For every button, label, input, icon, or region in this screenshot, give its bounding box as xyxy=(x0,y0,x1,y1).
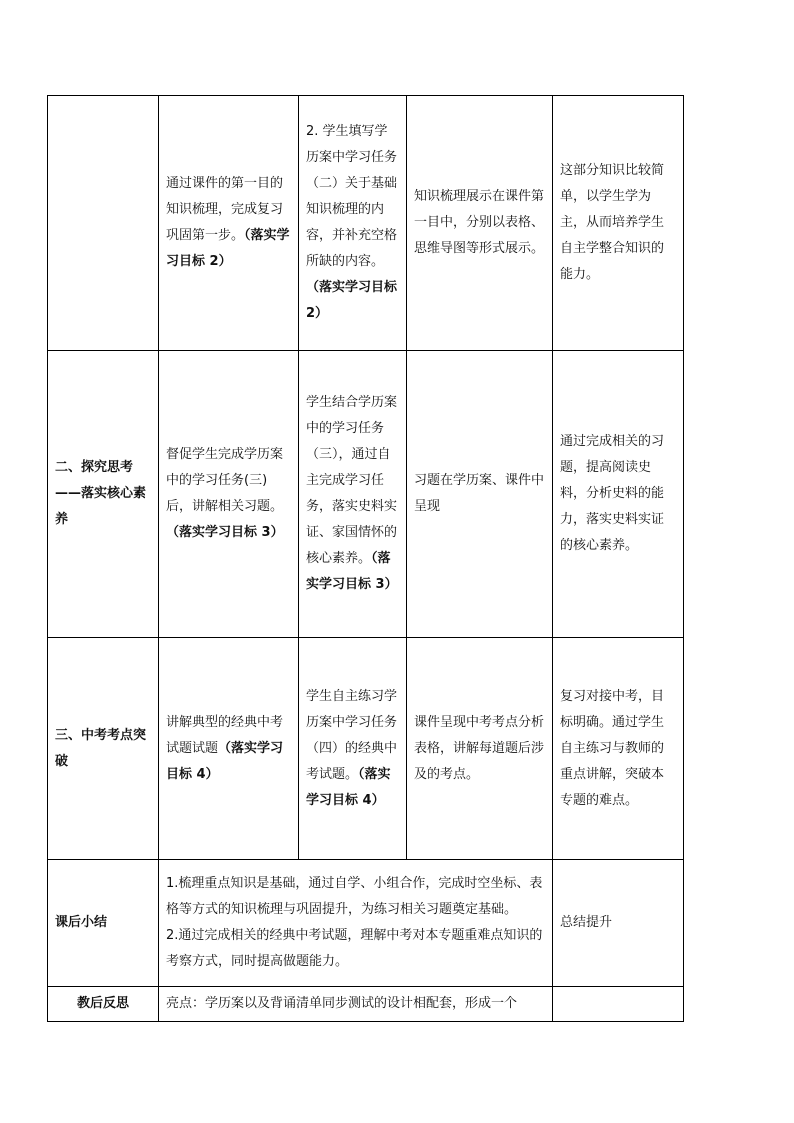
student-activity-goal: （落实学习目标 2） xyxy=(306,280,398,321)
summary-label-cell xyxy=(48,860,159,987)
intent-cell xyxy=(553,351,684,638)
intent-cell xyxy=(553,638,684,860)
table-row xyxy=(48,638,684,860)
student-activity-cell xyxy=(299,638,407,860)
teacher-activity-text: 讲解典型的经典中考试题试题 xyxy=(166,714,284,756)
reflection-row xyxy=(48,987,684,1022)
student-activity-text: 2. 学生填写学历案中学习任务（二）关于基础知识梳理的内容，并补充空格所缺的内容。 xyxy=(306,124,398,269)
reflection-intent-cell xyxy=(553,987,684,1022)
lesson-plan-table xyxy=(47,95,684,1022)
student-activity-goal: （落实学习目标 3） xyxy=(306,551,398,592)
student-activity-cell xyxy=(299,351,407,638)
intent-text: 复习对接中考，目标明确。通过学生自主练习与教师的重点讲解，突破本专题的难点。 xyxy=(560,688,665,808)
reflection-label-cell xyxy=(48,987,159,1022)
teacher-activity-cell xyxy=(159,351,299,638)
reflection-text: 亮点：学历案以及背诵清单同步测试的设计相配套，形成一个 xyxy=(166,996,518,1011)
media-text: 知识梳理展示在课件第一目中，分别以表格、思维导图等形式展示。 xyxy=(414,189,545,256)
summary-point-1: 1.梳理重点知识是基础，通过自学、小组合作，完成时空坐标、表格等方式的知识梳理与巩固提升，为练习相关习题奠定基础。 xyxy=(166,876,543,917)
teacher-activity-text: 督促学生完成学历案中的学习任务(三)后，讲解相关习题。 xyxy=(166,447,284,514)
media-text: 习题在学历案、课件中呈现 xyxy=(414,473,545,514)
student-activity-text: 学生结合学历案中的学习任务（三），通过自主完成学习任务，落实史料实证、家国情怀的核心素养。 xyxy=(306,395,398,566)
reflection-content-cell xyxy=(159,987,553,1022)
stage-label-cell xyxy=(48,638,159,860)
student-activity-cell xyxy=(299,96,407,351)
table-row xyxy=(48,351,684,638)
stage-label-cell xyxy=(48,96,159,351)
stage-label-cell xyxy=(48,351,159,638)
summary-label: 课后小结 xyxy=(55,915,108,930)
teacher-activity-cell xyxy=(159,638,299,860)
teacher-activity-text: 通过课件的第一目的知识梳理，完成复习巩固第一步。 xyxy=(166,176,284,243)
summary-point-2: 2.通过完成相关的经典中考试题，理解中考对本专题重难点知识的考察方式，同时提高做题能力。 xyxy=(166,928,543,969)
media-cell xyxy=(407,96,553,351)
student-activity-goal: （落实学习目标 4） xyxy=(306,766,391,808)
teacher-activity-cell xyxy=(159,96,299,351)
teacher-activity-goal: （落实学习目标 4） xyxy=(166,740,284,782)
reflection-label: 教后反思 xyxy=(76,996,129,1011)
table-row xyxy=(48,96,684,351)
teacher-activity-goal: （落实学习目标 3） xyxy=(166,525,284,540)
media-cell xyxy=(407,351,553,638)
intent-text: 通过完成相关的习题，提高阅读史料，分析史料的能力，落实史料实证的核心素养。 xyxy=(560,434,665,553)
summary-intent-cell xyxy=(553,860,684,987)
summary-intent: 总结提升 xyxy=(560,915,613,930)
media-cell xyxy=(407,638,553,860)
summary-content-cell xyxy=(159,860,553,987)
media-text: 课件呈现中考考点分析表格，讲解每道题后涉及的考点。 xyxy=(414,714,545,782)
student-activity-text: 学生自主练习学历案中学习任务（四）的经典中考试题。 xyxy=(306,688,398,782)
stage-label: 二、探究思考——落实核心素养 xyxy=(55,460,147,527)
intent-text: 这部分知识比较简单，以学生学为主，从而培养学生自主学整合知识的能力。 xyxy=(560,163,665,282)
teacher-activity-goal: （落实学习目标 2） xyxy=(166,228,290,269)
stage-label: 三、中考考点突破 xyxy=(55,727,147,769)
intent-cell xyxy=(553,96,684,351)
summary-row xyxy=(48,860,684,987)
